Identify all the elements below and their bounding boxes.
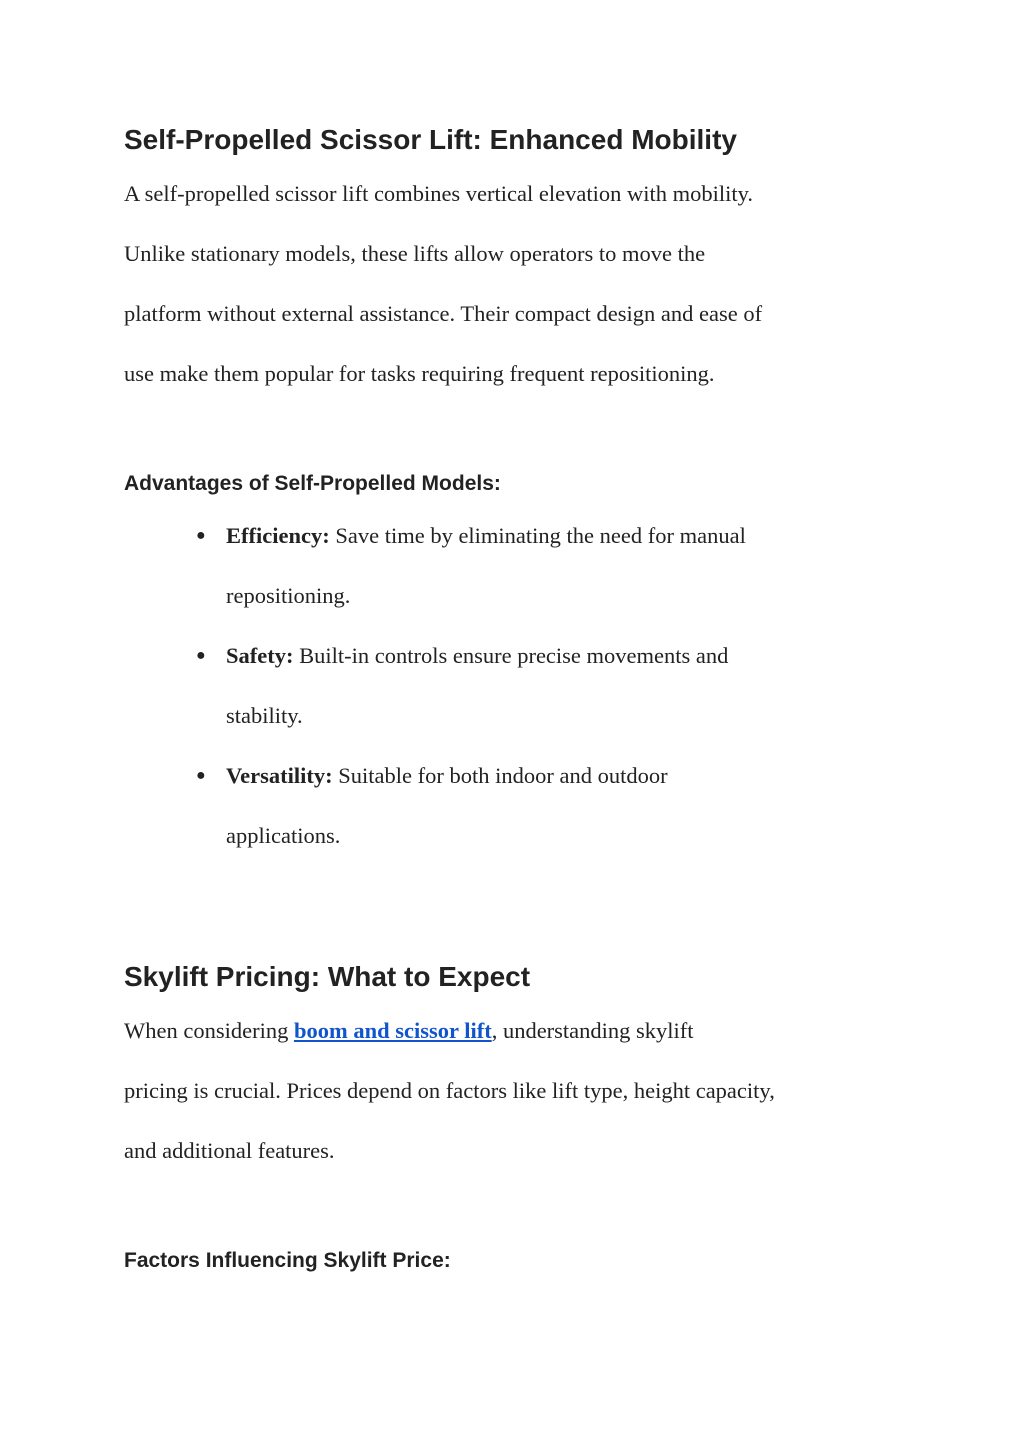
item-term: Safety: — [226, 643, 294, 668]
item-term: Efficiency: — [226, 523, 330, 548]
advantages-heading: Advantages of Self-Propelled Models: — [124, 472, 501, 495]
paragraph-line: platform without external assistance. Their compact design and ease of — [124, 301, 763, 326]
list-item — [124, 626, 904, 746]
paragraph-line: Unlike stationary models, these lifts allow operators to move the — [124, 241, 706, 266]
pricing-paragraph — [124, 1001, 904, 1181]
paragraph-text: , understanding skylift — [491, 1018, 694, 1043]
intro-paragraph — [124, 164, 904, 404]
paragraph-line: and additional features. — [124, 1138, 335, 1163]
bullet-icon: ● — [196, 527, 206, 544]
paragraph-line: pricing is crucial. Prices depend on factors like lift type, height capacity, — [124, 1078, 775, 1103]
paragraph-line: use make them popular for tasks requiring frequent repositioning. — [124, 361, 715, 386]
bullet-icon: ● — [196, 647, 206, 664]
item-text: Save time by eliminating the need for manual — [329, 523, 746, 548]
item-text: Suitable for both indoor and outdoor — [332, 763, 668, 788]
section-heading-self-propelled: Self-Propelled Scissor Lift: Enhanced Mobility — [124, 124, 737, 155]
list-item — [124, 506, 904, 626]
item-text-continued: applications. — [226, 823, 341, 848]
paragraph-line: A self-propelled scissor lift combines vertical elevation with mobility. — [124, 181, 754, 206]
item-text-continued: stability. — [226, 703, 303, 728]
factors-heading: Factors Influencing Skylift Price: — [124, 1249, 451, 1272]
bullet-icon: ● — [196, 767, 206, 784]
list-item — [124, 746, 904, 866]
item-term: Versatility: — [226, 763, 333, 788]
boom-and-scissor-lift-link[interactable]: boom and scissor lift — [293, 1018, 492, 1043]
item-text-continued: repositioning. — [226, 583, 351, 608]
item-text: Built-in controls ensure precise movements and — [293, 643, 729, 668]
section-heading-skylift-pricing: Skylift Pricing: What to Expect — [124, 961, 531, 992]
paragraph-text: When considering — [124, 1018, 294, 1043]
advantages-list — [124, 506, 904, 866]
